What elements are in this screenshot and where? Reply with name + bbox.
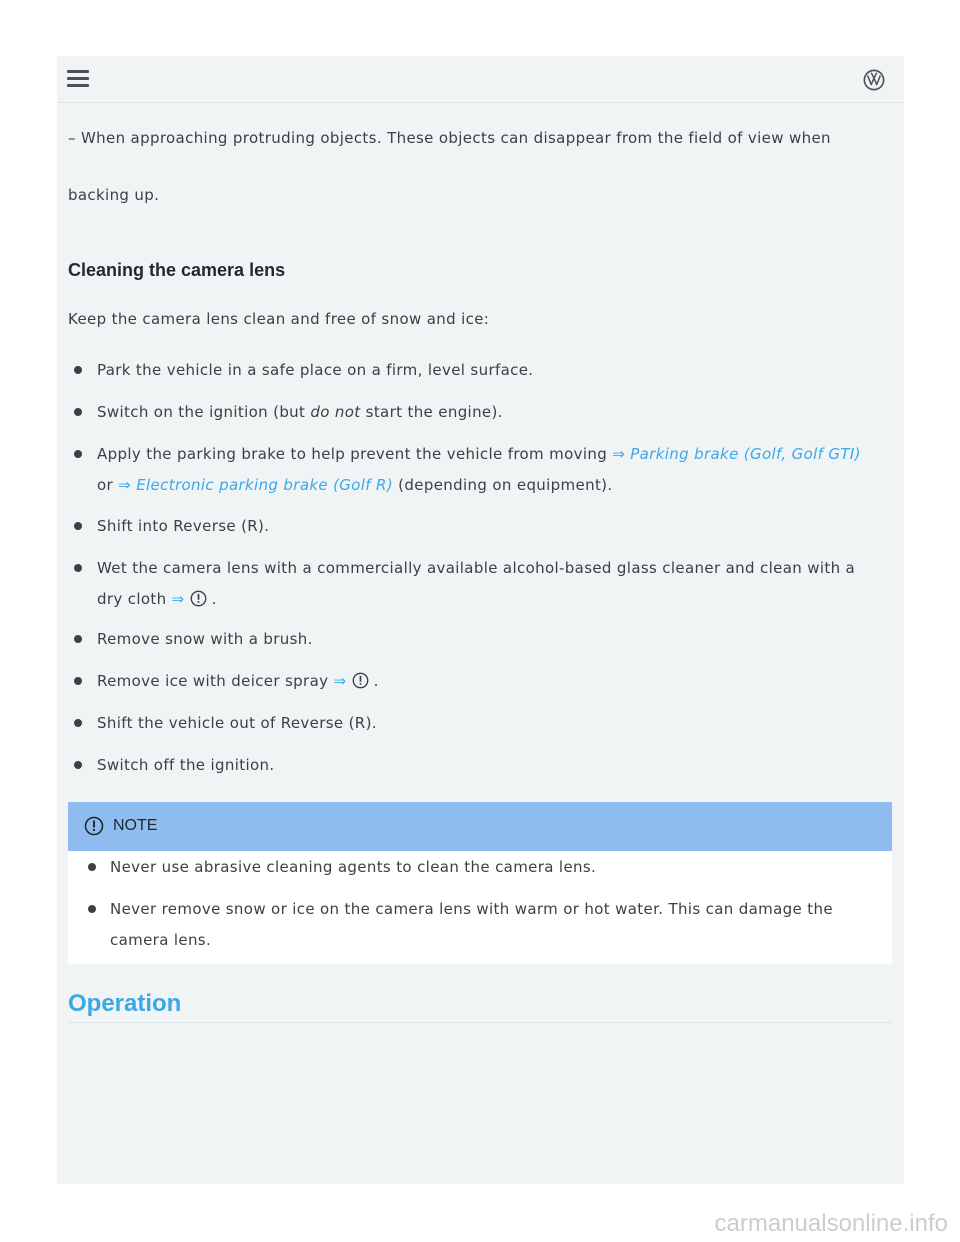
emphasis-text: do not xyxy=(310,403,361,421)
step-text: or xyxy=(97,476,119,494)
step-text: (depending on equipment). xyxy=(393,476,613,494)
bullet-dot xyxy=(74,408,82,416)
top-bar xyxy=(57,56,904,103)
step-text: Remove ice with deicer spray xyxy=(97,672,334,690)
step-text: Remove snow with a brush. xyxy=(97,630,313,648)
caution-icon[interactable] xyxy=(190,590,207,607)
parking-brake-link[interactable]: ⇒ Parking brake (Golf, Golf GTI) xyxy=(612,445,861,463)
step-text: Shift the vehicle out of Reverse (R). xyxy=(97,714,377,732)
list-item xyxy=(68,355,878,386)
bullet-dot xyxy=(74,522,82,530)
hamburger-menu-icon[interactable] xyxy=(67,70,89,88)
list-item xyxy=(68,750,878,781)
bullet-dot xyxy=(74,761,82,769)
list-item xyxy=(68,666,878,697)
vw-logo-icon[interactable] xyxy=(863,69,885,91)
reference-arrow[interactable]: ⇒ xyxy=(333,672,347,690)
note-text: Never use abrasive cleaning agents to clean the camera lens. xyxy=(110,858,597,876)
bullet-dot xyxy=(74,564,82,572)
list-item xyxy=(68,439,878,501)
list-item xyxy=(68,553,878,615)
list-item xyxy=(68,708,878,739)
bullet-dot xyxy=(74,450,82,458)
heading-divider xyxy=(68,1022,892,1023)
step-text: Park the vehicle in a safe place on a firm, level surface. xyxy=(97,361,534,379)
note-header xyxy=(68,802,892,851)
section-lead: Keep the camera lens clean and free of snow and ice: xyxy=(68,310,490,328)
bullet-dot xyxy=(74,366,82,374)
list-item xyxy=(80,852,880,883)
bullet-dot xyxy=(74,719,82,727)
list-item xyxy=(80,894,880,956)
list-item xyxy=(68,397,878,428)
caution-icon[interactable] xyxy=(352,672,369,689)
list-item xyxy=(68,511,878,542)
bullet-dot xyxy=(88,905,96,913)
step-text: Shift into Reverse (R). xyxy=(97,517,270,535)
step-text: Apply the parking brake to help prevent the vehicle from moving xyxy=(97,445,613,463)
note-text: Never remove snow or ice on the camera lens with warm or hot water. This can damage the xyxy=(110,900,833,918)
intro-line-1: – When approaching protruding objects. These objects can disappear from the field of view when xyxy=(68,129,831,147)
step-text: start the engine). xyxy=(360,403,503,421)
manual-page xyxy=(57,56,904,1184)
step-text: Wet the camera lens with a commercially available alcohol-based glass cleaner and clean with a xyxy=(97,559,856,577)
note-title: NOTE xyxy=(113,817,158,834)
step-text: Switch on the ignition (but xyxy=(97,403,311,421)
section-heading: Cleaning the camera lens xyxy=(68,260,286,280)
step-text: . xyxy=(368,672,379,690)
note-box xyxy=(68,802,892,964)
watermark: carmanualsonline.info xyxy=(714,1210,948,1237)
note-text: camera lens. xyxy=(110,931,212,949)
bullet-dot xyxy=(74,635,82,643)
step-text: . xyxy=(206,590,217,608)
intro-line-2: backing up. xyxy=(68,186,160,204)
reference-arrow[interactable]: ⇒ xyxy=(171,590,185,608)
step-text: dry cloth xyxy=(97,590,172,608)
bullet-dot xyxy=(88,863,96,871)
operation-heading: Operation xyxy=(68,990,182,1017)
bullet-dot xyxy=(74,677,82,685)
step-text: Switch off the ignition. xyxy=(97,756,275,774)
list-item xyxy=(68,624,878,655)
electronic-parking-brake-link[interactable]: ⇒ Electronic parking brake (Golf R) xyxy=(118,476,394,494)
caution-icon xyxy=(84,816,104,836)
